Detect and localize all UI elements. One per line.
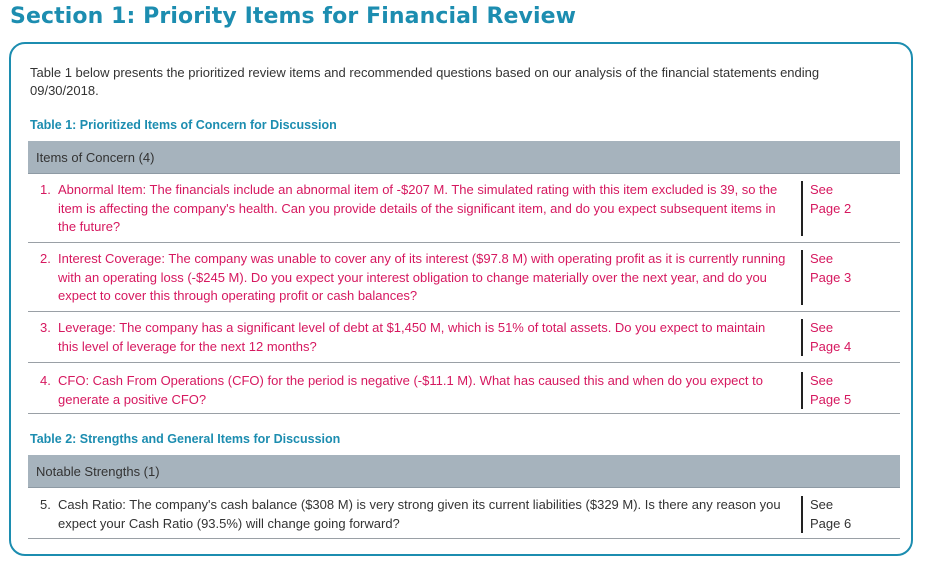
table1-header: Items of Concern (4) [28, 141, 900, 174]
item-number: 3. [40, 320, 51, 335]
table-row [28, 488, 900, 539]
page-reference[interactable] [801, 181, 861, 236]
page-ref-page: Page 5 [810, 391, 852, 407]
page-reference[interactable] [801, 496, 861, 533]
item-text: Cash Ratio: The company's cash balance ($308 M) is very strong given its current liabilities ($329 M). Is there any reason you expect your Cash Ratio (93.5%) will change going forward? [58, 497, 781, 531]
item-number: 1. [40, 182, 51, 197]
table-row [28, 243, 900, 312]
item-text: Leverage: The company has a significant level of debt at $1,450 M, which is 51% of total assets. Do you expect to maintain this level of leverage for the next 12 months? [58, 320, 766, 354]
section-title: Section 1: Priority Items for Financial Review [10, 4, 577, 29]
item-number: 5. [40, 497, 51, 512]
table-row [28, 174, 900, 243]
page-ref-see: See [810, 182, 834, 197]
item-number: 4. [40, 373, 51, 388]
page-ref-page: Page 3 [810, 269, 852, 285]
item-number: 2. [40, 251, 51, 266]
page-ref-see: See [810, 320, 834, 335]
table2-header: Notable Strengths (1) [28, 455, 900, 488]
page-ref-page: Page 6 [810, 515, 852, 531]
page-reference[interactable] [801, 250, 861, 305]
intro-paragraph: Table 1 below presents the prioritized review items and recommended questions based on our analysis of the financial statements ending 09/30/2018. [30, 65, 820, 98]
page-reference[interactable] [801, 372, 861, 409]
item-text: Interest Coverage: The company was unable to cover any of its interest ($97.8 M) with operating profit as it is currently running with an operating loss (-$245 M). Do you expect your interest obligation to change materially over the next year, and do you expect to cover this through operating profit or cash balances? [58, 251, 786, 303]
item-text: Abnormal Item: The financials include an abnormal item of -$207 M. The simulated rating with this item excluded is 39, so the item is affecting the company's health. Can you provide details of the significant item, and do you expect subsequent items in the future? [58, 182, 778, 234]
table2-caption: Table 2: Strengths and General Items for Discussion [30, 432, 341, 446]
table1-caption: Table 1: Prioritized Items of Concern for Discussion [30, 118, 337, 132]
table-row [28, 363, 900, 414]
page-ref-see: See [810, 497, 834, 512]
page-ref-see: See [810, 373, 834, 388]
table-row [28, 312, 900, 363]
page-reference[interactable] [801, 319, 861, 356]
page-ref-see: See [810, 251, 834, 266]
page-ref-page: Page 4 [810, 338, 852, 354]
item-text: CFO: Cash From Operations (CFO) for the period is negative (-$11.1 M). What has caused this and when do you expect to generate a positive CFO? [58, 373, 763, 407]
page-ref-page: Page 2 [810, 200, 852, 216]
